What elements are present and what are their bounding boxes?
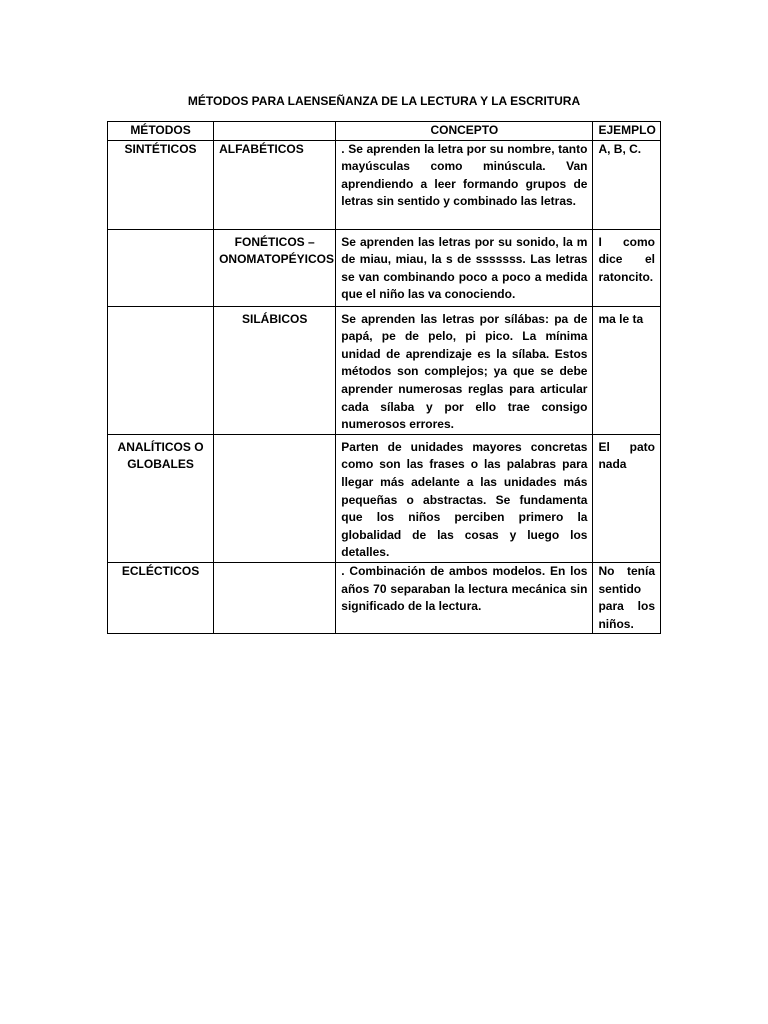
cell-ejemplo: El pato nada [593,434,661,562]
cell-submetodo: SILÁBICOS [214,306,336,434]
cell-metodo: SINTÉTICOS [108,140,214,229]
cell-metodo: ECLÉCTICOS [108,562,214,633]
cell-ejemplo: I como dice el ratoncito. [593,229,661,306]
table-row [108,306,661,434]
cell-submetodo [214,562,336,633]
header-concepto: CONCEPTO [336,122,593,141]
header-submetodo [214,122,336,141]
cell-submetodo: ALFABÉTICOS [214,140,336,229]
cell-concepto: Se aprenden las letras por sílábas: pa de papá, pe de pelo, pi pico. La mínima unidad de aprendizaje es la sílaba. Estos métodos son complejos; ya que se debe aprender numerosas reglas para articular cada sílaba y por ello trae consigo numerosos errores. [336,306,593,434]
cell-submetodo: FONÉTICOS – ONOMATOPÉYICOS [214,229,336,306]
page-title: MÉTODOS PARA LAENSEÑANZA DE LA LECTURA Y LA ESCRITURA [187,94,581,108]
cell-metodo: ANALÍTICOS O GLOBALES [108,434,214,562]
cell-ejemplo: A, B, C. [593,140,661,229]
cell-ejemplo: ma le ta [593,306,661,434]
cell-metodo [108,229,214,306]
table-row [108,140,661,229]
methods-table [107,121,661,634]
cell-ejemplo: No tenía sentido para los niños. [593,562,661,633]
header-metodos: MÉTODOS [108,122,214,141]
cell-submetodo [214,434,336,562]
table-row [108,229,661,306]
cell-metodo [108,306,214,434]
table-header-row [108,122,661,141]
cell-concepto: Se aprenden las letras por su sonido, la m de miau, miau, la s de sssssss. Las letras se van combinando poco a poco a medida que el niño las va conociendo. [336,229,593,306]
cell-concepto: . Se aprenden la letra por su nombre, tanto mayúsculas como minúscula. Van aprendiendo a leer formando grupos de letras sin sentido y combinado las letras. [336,140,593,229]
table-row [108,562,661,633]
cell-concepto: . Combinación de ambos modelos. En los años 70 separaban la lectura mecánica sin significado de la lectura. [336,562,593,633]
cell-concepto: Parten de unidades mayores concretas como son las frases o las palabras para llegar más adelante a las unidades más pequeñas o abstractas. Se fundamenta que los niños perciben primero la globalidad de las cosas y luego los detalles. [336,434,593,562]
header-ejemplo: EJEMPLO [593,122,661,141]
table-row [108,434,661,562]
